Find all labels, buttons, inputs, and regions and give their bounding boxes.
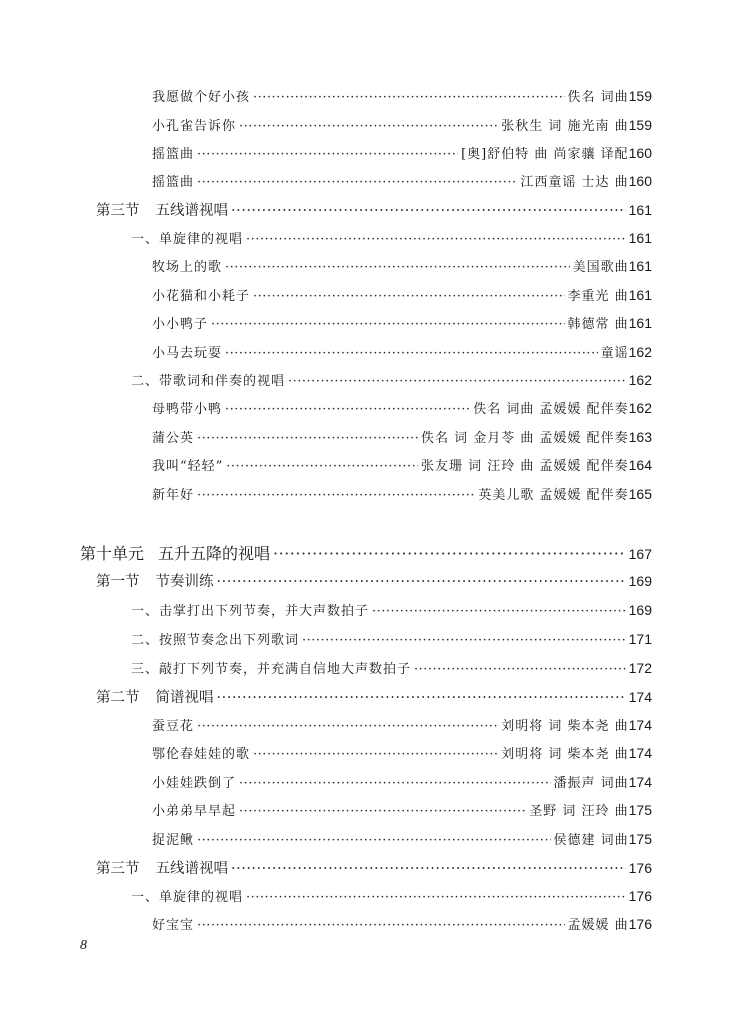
toc-entry [152, 256, 652, 275]
entry-title: 我愿做个好小孩 [152, 90, 251, 105]
dot-leader [239, 119, 498, 134]
entry-title: 摇篮曲 [152, 147, 195, 162]
entry-page: 163 [628, 429, 652, 445]
entry-title: 小孔雀告诉你 [152, 119, 237, 134]
dot-leader [226, 459, 418, 474]
entry-credit: 江西童谣 士达 曲 [520, 175, 629, 190]
entry-credit: 张秋生 词 施光南 曲 [501, 119, 629, 134]
entry-credit: 韩德常 曲 [567, 317, 629, 332]
dot-leader [225, 402, 470, 417]
entry-credit: 英美儿歌 孟媛媛 配伴奏 [478, 488, 629, 503]
entry-page: 161 [628, 230, 652, 246]
dot-leader [273, 544, 626, 563]
entry-page: 161 [628, 287, 652, 303]
unit-title [80, 541, 270, 564]
toc-entry [152, 800, 652, 819]
dot-leader [197, 918, 564, 933]
dot-leader [197, 833, 550, 848]
dot-leader [239, 804, 526, 819]
entry-page: 174 [628, 745, 652, 761]
entry-credit: 佚名 词曲 [567, 90, 629, 105]
entry-title: 我叫“轻轻” [152, 459, 224, 474]
entry-title: 鄂伦春娃娃的歌 [152, 747, 251, 762]
entry-page: 176 [628, 916, 652, 932]
toc-entry [152, 171, 652, 190]
section-title [96, 570, 214, 591]
toc-subsection-entry [131, 629, 652, 648]
unit-name: 五升五降的视唱 [158, 544, 271, 563]
entry-credit: 张友珊 词 汪玲 曲 孟媛媛 配伴奏 [420, 459, 629, 474]
section-number: 第三节 [96, 203, 140, 219]
toc-entry [152, 427, 652, 446]
entry-credit: 孟媛媛 曲 [567, 918, 629, 933]
section-title [96, 199, 228, 220]
dot-leader [197, 488, 475, 503]
entry-title: 小马去玩耍 [152, 346, 223, 361]
entry-title: 新年好 [152, 488, 195, 503]
dot-leader [288, 374, 626, 389]
entry-title: 牧场上的歌 [152, 260, 223, 275]
entry-title: 一、击掌打出下列节奏，并大声数拍子 [131, 604, 370, 619]
dot-leader [414, 662, 626, 677]
entry-page: 165 [628, 486, 652, 502]
section-title [96, 686, 214, 707]
entry-credit: 刘明将 词 柴本尧 曲 [501, 747, 629, 762]
entry-title: 摇篮曲 [152, 175, 195, 190]
entry-title: 好宝宝 [152, 918, 195, 933]
toc-subsection-entry [131, 886, 652, 905]
entry-credit: 圣野 词 汪玲 曲 [529, 804, 629, 819]
dot-leader [211, 317, 564, 332]
entry-page: 174 [628, 689, 652, 705]
section-name: 节奏训练 [155, 574, 214, 590]
entry-credit: 刘明将 词 柴本尧 曲 [501, 719, 629, 734]
entry-credit: 美国歌曲 [572, 260, 629, 275]
entry-page: 171 [628, 631, 652, 647]
entry-title: 三、敲打下列节奏，并充满自信地大声数拍子 [131, 662, 412, 677]
entry-credit: [奥]舒伯特 曲 尚家骧 译配 [461, 147, 629, 162]
dot-leader [225, 260, 570, 275]
dot-leader [231, 203, 626, 219]
toc-entry [152, 342, 652, 361]
toc-entry [152, 829, 652, 848]
entry-credit: 潘振声 词曲 [553, 776, 629, 791]
toc-entry [152, 398, 652, 417]
entry-title: 蚕豆花 [152, 719, 195, 734]
entry-title: 小弟弟早早起 [152, 804, 237, 819]
dot-leader [197, 175, 517, 190]
entry-title: 一、单旋律的视唱 [131, 890, 244, 905]
entry-credit: 李重光 曲 [567, 289, 629, 304]
section-number: 第一节 [96, 574, 140, 590]
dot-leader [231, 861, 626, 877]
dot-leader [246, 232, 626, 247]
entry-page: 176 [628, 888, 652, 904]
dot-leader [239, 776, 550, 791]
toc-entry [152, 313, 652, 332]
entry-page: 174 [628, 717, 652, 733]
toc-entry [152, 143, 652, 162]
page-number: 8 [80, 938, 87, 953]
toc-unit-entry [80, 541, 652, 564]
toc-section-entry [96, 199, 652, 220]
entry-page: 162 [628, 372, 652, 388]
dot-leader [302, 633, 626, 648]
entry-title: 二、按照节奏念出下列歌词 [131, 633, 300, 648]
entry-page: 169 [628, 602, 652, 618]
entry-page: 174 [628, 774, 652, 790]
entry-title: 小小鸭子 [152, 317, 209, 332]
entry-page: 160 [628, 173, 652, 189]
dot-leader [253, 90, 564, 105]
dot-leader [253, 289, 564, 304]
entry-page: 169 [628, 573, 652, 589]
dot-leader [197, 719, 498, 734]
dot-leader [197, 431, 418, 446]
entry-title: 捉泥鳅 [152, 833, 195, 848]
toc-section-entry [96, 857, 652, 878]
entry-page: 159 [628, 117, 652, 133]
entry-page: 175 [628, 802, 652, 818]
entry-page: 161 [628, 202, 652, 218]
toc-subsection-entry [131, 600, 652, 619]
entry-title: 母鸭带小鸭 [152, 402, 223, 417]
entry-page: 167 [628, 546, 652, 562]
section-name: 简谱视唱 [155, 690, 214, 706]
entry-page: 162 [628, 344, 652, 360]
toc-entry [152, 743, 652, 762]
dot-leader [372, 604, 626, 619]
toc-section-entry [96, 686, 652, 707]
entry-page: 175 [628, 831, 652, 847]
dot-leader [253, 747, 498, 762]
toc-entry [152, 484, 652, 503]
toc-subsection-entry [131, 370, 652, 389]
entry-title: 小花猫和小耗子 [152, 289, 251, 304]
toc-entry [152, 914, 652, 933]
entry-credit: 佚名 词 金月苓 曲 孟媛媛 配伴奏 [420, 431, 629, 446]
dot-leader [217, 574, 626, 590]
entry-page: 161 [628, 258, 652, 274]
entry-credit: 童谣 [600, 346, 629, 361]
entry-page: 176 [628, 860, 652, 876]
toc-entry [152, 285, 652, 304]
entry-page: 172 [628, 660, 652, 676]
entry-page: 159 [628, 88, 652, 104]
toc-entry [152, 772, 652, 791]
entry-title: 小娃娃跌倒了 [152, 776, 237, 791]
toc-entry [152, 115, 652, 134]
entry-page: 160 [628, 145, 652, 161]
entry-title: 一、单旋律的视唱 [131, 232, 244, 247]
toc-subsection-entry [131, 658, 652, 677]
entry-title: 二、带歌词和伴奏的视唱 [131, 374, 286, 389]
toc-section-entry [96, 570, 652, 591]
entry-credit: 佚名 词曲 孟媛媛 配伴奏 [473, 402, 629, 417]
entry-page: 162 [628, 400, 652, 416]
dot-leader [197, 147, 458, 162]
section-name: 五线谱视唱 [155, 861, 228, 877]
toc-entry [152, 86, 652, 105]
section-name: 五线谱视唱 [155, 203, 228, 219]
section-number: 第二节 [96, 690, 140, 706]
toc-entry [152, 455, 652, 474]
dot-leader [225, 346, 598, 361]
entry-page: 164 [628, 457, 652, 473]
section-title [96, 857, 228, 878]
section-number: 第三节 [96, 861, 140, 877]
entry-credit: 侯德建 词曲 [553, 833, 629, 848]
toc-subsection-entry [131, 228, 652, 247]
dot-leader [246, 890, 626, 905]
entry-title: 蒲公英 [152, 431, 195, 446]
toc-entry [152, 715, 652, 734]
dot-leader [217, 690, 626, 706]
unit-number: 第十单元 [80, 544, 145, 563]
entry-page: 161 [628, 315, 652, 331]
